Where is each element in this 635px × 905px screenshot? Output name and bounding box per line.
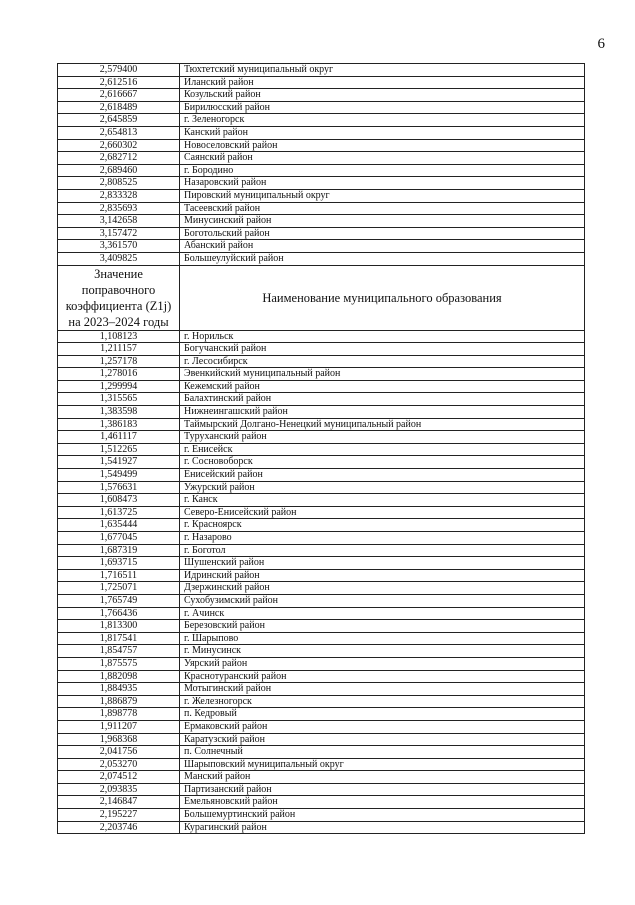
coefficient-value-cell: 1,278016	[58, 368, 180, 381]
table-row	[58, 670, 585, 683]
table-row	[58, 607, 585, 620]
municipality-name-cell: Нижнеингашский район	[180, 406, 585, 419]
coefficient-value-cell: 2,203746	[58, 821, 180, 834]
municipality-name-cell: п. Кедровый	[180, 708, 585, 721]
municipality-name-cell: Большемуртинский район	[180, 809, 585, 822]
table-row	[58, 809, 585, 822]
municipality-name-cell: Ермаковский район	[180, 720, 585, 733]
municipality-name-cell: г. Бородино	[180, 164, 585, 177]
table-row	[58, 645, 585, 658]
table-row	[58, 544, 585, 557]
coefficient-value-cell: 1,461117	[58, 431, 180, 444]
table-row	[58, 355, 585, 368]
table-row	[58, 164, 585, 177]
coefficient-value-cell: 1,813300	[58, 620, 180, 633]
municipality-name-cell: Северо-Енисейский район	[180, 506, 585, 519]
table-row	[58, 76, 585, 89]
municipality-name-cell: Боготольский район	[180, 227, 585, 240]
table-row	[58, 64, 585, 77]
municipality-name-cell: г. Канск	[180, 494, 585, 507]
table-row	[58, 406, 585, 419]
municipality-name-cell: Козульский район	[180, 89, 585, 102]
coefficient-value-cell: 1,687319	[58, 544, 180, 557]
table-row	[58, 469, 585, 482]
coefficient-value-cell: 1,817541	[58, 632, 180, 645]
table-row	[58, 368, 585, 381]
municipality-name-cell: г. Красноярск	[180, 519, 585, 532]
coefficient-value-cell: 2,074512	[58, 771, 180, 784]
coefficient-value-cell: 2,579400	[58, 64, 180, 77]
coefficient-value-cell: 2,645859	[58, 114, 180, 127]
table-row	[58, 821, 585, 834]
coefficient-value-cell: 3,142658	[58, 215, 180, 228]
coefficient-value-cell: 2,833328	[58, 189, 180, 202]
coefficient-value-cell: 3,157472	[58, 227, 180, 240]
table-row	[58, 746, 585, 759]
municipality-name-cell: Тасеевский район	[180, 202, 585, 215]
table-row	[58, 393, 585, 406]
coefficient-value-cell: 2,682712	[58, 152, 180, 165]
coefficient-value-cell: 1,576631	[58, 481, 180, 494]
coefficients-table	[57, 63, 585, 834]
municipality-name-cell: Кежемский район	[180, 380, 585, 393]
table-row	[58, 532, 585, 545]
municipality-name-cell: г. Назарово	[180, 532, 585, 545]
municipality-name-cell: Краснотуранский район	[180, 670, 585, 683]
table-row	[58, 252, 585, 265]
table-row	[58, 708, 585, 721]
municipality-name-cell: Туруханский район	[180, 431, 585, 444]
municipality-name-cell: г. Лесосибирск	[180, 355, 585, 368]
municipality-name-cell: г. Минусинск	[180, 645, 585, 658]
coefficient-value-cell: 3,361570	[58, 240, 180, 253]
municipality-name-cell: Минусинский район	[180, 215, 585, 228]
table-row	[58, 330, 585, 343]
table-row	[58, 456, 585, 469]
table-row	[58, 771, 585, 784]
coefficient-value-cell: 2,195227	[58, 809, 180, 822]
coefficient-value-cell: 1,677045	[58, 532, 180, 545]
coefficient-value-cell: 1,383598	[58, 406, 180, 419]
coefficient-value-cell: 1,635444	[58, 519, 180, 532]
municipality-name-cell: Манский район	[180, 771, 585, 784]
table-row	[58, 418, 585, 431]
table-row	[58, 227, 585, 240]
table-row	[58, 126, 585, 139]
municipality-name-cell: Курагинский район	[180, 821, 585, 834]
table-row	[58, 657, 585, 670]
page-number: 6	[597, 36, 605, 52]
municipality-name-cell: Саянский район	[180, 152, 585, 165]
municipality-name-cell: Шушенский район	[180, 557, 585, 570]
municipality-name-cell: Абанский район	[180, 240, 585, 253]
coefficient-value-cell: 2,093835	[58, 783, 180, 796]
table-row	[58, 431, 585, 444]
table-row	[58, 783, 585, 796]
coefficient-value-cell: 1,211157	[58, 343, 180, 356]
coefficients-table-body	[58, 64, 585, 834]
table-row	[58, 240, 585, 253]
coefficient-value-cell: 1,886879	[58, 695, 180, 708]
municipality-name-cell: Балахтинский район	[180, 393, 585, 406]
coefficient-value-cell: 2,616667	[58, 89, 180, 102]
municipality-name-cell: Сухобузимский район	[180, 594, 585, 607]
municipality-name-cell: Шарыповский муниципальный округ	[180, 758, 585, 771]
coefficient-value-cell: 1,911207	[58, 720, 180, 733]
municipality-name-cell: Большеулуйский район	[180, 252, 585, 265]
municipality-name-cell: Иланский район	[180, 76, 585, 89]
coefficient-value-cell: 2,689460	[58, 164, 180, 177]
table-row	[58, 202, 585, 215]
coefficient-value-cell: 1,898778	[58, 708, 180, 721]
table-row	[58, 632, 585, 645]
table-row	[58, 582, 585, 595]
coefficient-value-cell: 1,608473	[58, 494, 180, 507]
coefficient-value-cell: 1,299994	[58, 380, 180, 393]
municipality-name-cell: Богучанский район	[180, 343, 585, 356]
municipality-name-cell: Партизанский район	[180, 783, 585, 796]
municipality-name-cell: Идринский район	[180, 569, 585, 582]
municipality-name-cell: г. Сосновоборск	[180, 456, 585, 469]
coefficient-value-cell: 2,835693	[58, 202, 180, 215]
coefficient-value-cell: 1,315565	[58, 393, 180, 406]
coefficient-value-cell: 1,854757	[58, 645, 180, 658]
coefficient-value-cell: 3,409825	[58, 252, 180, 265]
coefficient-value-cell: 1,693715	[58, 557, 180, 570]
municipality-name-cell: г. Норильск	[180, 330, 585, 343]
table-row	[58, 343, 585, 356]
table-row	[58, 758, 585, 771]
municipality-name-cell: Уярский район	[180, 657, 585, 670]
coefficient-value-cell: 2,654813	[58, 126, 180, 139]
municipality-name-cell: Каратузский район	[180, 733, 585, 746]
municipality-name-cell: Бирилюсский район	[180, 101, 585, 114]
municipality-name-cell: Тюхтетский муниципальный округ	[180, 64, 585, 77]
municipality-name-cell: Канский район	[180, 126, 585, 139]
municipality-name-cell: Емельяновский район	[180, 796, 585, 809]
coefficient-value-cell: 1,882098	[58, 670, 180, 683]
table-row	[58, 101, 585, 114]
table-row	[58, 519, 585, 532]
table-row	[58, 695, 585, 708]
coefficient-value-cell: 1,541927	[58, 456, 180, 469]
municipality-name-cell: г. Боготол	[180, 544, 585, 557]
header-name-column: Наименование муниципального образования	[180, 265, 585, 330]
table-row	[58, 139, 585, 152]
coefficient-value-cell: 1,875575	[58, 657, 180, 670]
coefficient-value-cell: 1,108123	[58, 330, 180, 343]
municipality-name-cell: Березовский район	[180, 620, 585, 633]
table-row	[58, 481, 585, 494]
header-value-column: Значение поправочного коэффициента (Z1j) на 2023–2024 годы	[58, 265, 180, 330]
municipality-name-cell: п. Солнечный	[180, 746, 585, 759]
municipality-name-cell: Назаровский район	[180, 177, 585, 190]
municipality-name-cell: г. Зеленогорск	[180, 114, 585, 127]
table-row	[58, 215, 585, 228]
table-row	[58, 443, 585, 456]
municipality-name-cell: Пировский муниципальный округ	[180, 189, 585, 202]
table-row	[58, 189, 585, 202]
table-row	[58, 177, 585, 190]
coefficient-value-cell: 2,808525	[58, 177, 180, 190]
coefficient-value-cell: 1,549499	[58, 469, 180, 482]
coefficient-value-cell: 2,660302	[58, 139, 180, 152]
coefficient-value-cell: 1,766436	[58, 607, 180, 620]
coefficient-value-cell: 2,612516	[58, 76, 180, 89]
municipality-name-cell: Новоселовский район	[180, 139, 585, 152]
table-row	[58, 89, 585, 102]
table-row	[58, 494, 585, 507]
coefficient-value-cell: 1,765749	[58, 594, 180, 607]
coefficient-value-cell: 2,053270	[58, 758, 180, 771]
municipality-name-cell: Дзержинский район	[180, 582, 585, 595]
coefficient-value-cell: 2,041756	[58, 746, 180, 759]
coefficient-value-cell: 1,257178	[58, 355, 180, 368]
table-row	[58, 114, 585, 127]
table-header-row	[58, 265, 585, 330]
coefficient-value-cell: 2,618489	[58, 101, 180, 114]
municipality-name-cell: Мотыгинский район	[180, 683, 585, 696]
table-row	[58, 152, 585, 165]
coefficient-value-cell: 1,725071	[58, 582, 180, 595]
coefficient-value-cell: 1,512265	[58, 443, 180, 456]
municipality-name-cell: г. Ачинск	[180, 607, 585, 620]
table-row	[58, 557, 585, 570]
municipality-name-cell: Ужурский район	[180, 481, 585, 494]
coefficient-value-cell: 1,884935	[58, 683, 180, 696]
coefficient-value-cell: 1,968368	[58, 733, 180, 746]
coefficient-value-cell: 1,716511	[58, 569, 180, 582]
coefficient-value-cell: 2,146847	[58, 796, 180, 809]
table-row	[58, 620, 585, 633]
table-row	[58, 380, 585, 393]
table-row	[58, 720, 585, 733]
coefficient-value-cell: 1,613725	[58, 506, 180, 519]
municipality-name-cell: Таймырский Долгано-Ненецкий муниципальный район	[180, 418, 585, 431]
municipality-name-cell: Эвенкийский муниципальный район	[180, 368, 585, 381]
table-row	[58, 733, 585, 746]
municipality-name-cell: г. Железногорск	[180, 695, 585, 708]
coefficient-value-cell: 1,386183	[58, 418, 180, 431]
municipality-name-cell: Енисейский район	[180, 469, 585, 482]
table-row	[58, 506, 585, 519]
municipality-name-cell: г. Енисейск	[180, 443, 585, 456]
table-row	[58, 594, 585, 607]
table-row	[58, 796, 585, 809]
table-row	[58, 683, 585, 696]
table-row	[58, 569, 585, 582]
municipality-name-cell: г. Шарыпово	[180, 632, 585, 645]
